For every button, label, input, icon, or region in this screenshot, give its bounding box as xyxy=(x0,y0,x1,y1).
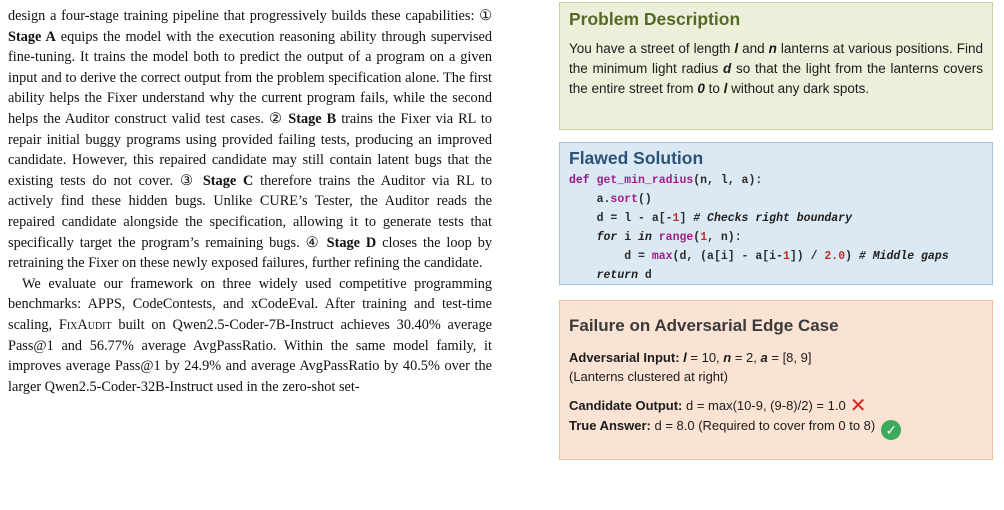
stage-c-marker: ③ xyxy=(179,172,197,189)
flawed-solution-box xyxy=(559,142,993,285)
code-comment: # Checks right boundary xyxy=(693,212,852,225)
text-span: and xyxy=(738,41,769,56)
text-span: design a four-stage training pipeline that progressively builds these capabilities: xyxy=(8,8,480,24)
code-line xyxy=(569,228,983,247)
figure-panel xyxy=(559,2,993,460)
code-text: () xyxy=(638,193,652,206)
var-a: a xyxy=(760,350,768,365)
stage-b-marker: ② xyxy=(269,110,284,127)
text-span: built on Qwen2.5-Coder-7B-Instruct achieves 30.40% average Pass@1 and 56.77% average AvgPassRatio. Within the same model family, it improves average Pass@1 by 24.9% and average AvgPassRatio by 40.5% over the larger Qwen2.5-Coder-32B-Instruct used in the zero-shot set- xyxy=(8,316,492,395)
stage-a-label: Stage A xyxy=(8,28,56,45)
adversarial-note: (Lanterns clustered at right) xyxy=(569,369,728,384)
text-span: equips the model with the execution reasoning ability through supervised fine-tuning. It trains the model both to predict the output of a program on a given input and to derive the correct output from the problem specification alone. The first ability helps the Fixer understand why the current program fails, while the second helps the Auditor construct valid test cases. xyxy=(8,28,493,127)
code-keyword: for xyxy=(596,231,618,244)
code-line xyxy=(569,209,983,228)
code-function: sort xyxy=(610,193,639,206)
var-n: n xyxy=(768,41,777,56)
code-number: 2.0 xyxy=(824,250,846,263)
stage-d-marker: ④ xyxy=(305,234,321,251)
paragraph-pipeline xyxy=(8,6,492,274)
text-span: lanterns at various positions. Find the minimum light radius xyxy=(569,41,983,76)
code-text: d xyxy=(638,269,652,282)
var-l: l xyxy=(734,41,739,56)
text-span: We evaluate our framework on three widely used competitive programming benchmarks: APPS, CodeContests, and xCodeEval. After training and test-time scaling, xyxy=(8,275,492,333)
framework-name: FixAudit xyxy=(58,316,112,333)
failure-title: Failure on Adversarial Edge Case xyxy=(569,316,839,335)
code-line xyxy=(569,190,983,209)
cross-icon: ✕ xyxy=(849,395,867,417)
code-number: 1 xyxy=(700,231,708,244)
text-span: You have a street of length xyxy=(569,41,735,56)
paper-text-column xyxy=(8,6,492,397)
problem-statement xyxy=(569,39,983,99)
code-text: i xyxy=(617,231,639,244)
true-answer-value: d = 8.0 (Required to cover from 0 to 8) xyxy=(650,418,876,433)
code-line xyxy=(569,266,983,285)
code-text: d = l - a[- xyxy=(569,212,673,225)
code-text: (d, (a[i] - a[i- xyxy=(672,250,783,263)
code-text: a. xyxy=(569,193,611,206)
code-line xyxy=(569,171,983,190)
text-span: = [8, 9] xyxy=(767,350,812,365)
text-span: without any dark spots. xyxy=(727,81,870,96)
code-text: ( xyxy=(693,231,701,244)
code-function: get_min_radius xyxy=(596,174,694,187)
stage-a-marker: ① xyxy=(479,8,492,24)
problem-description-box xyxy=(559,2,993,130)
code-text: ] xyxy=(679,212,694,225)
stage-d-label: Stage D xyxy=(326,234,377,251)
code-block xyxy=(569,171,983,285)
adversarial-input xyxy=(569,348,983,367)
var-d: d xyxy=(723,61,732,76)
candidate-output-label: Candidate Output: xyxy=(569,398,683,413)
code-function: range xyxy=(658,231,694,244)
code-line xyxy=(569,247,983,266)
candidate-output xyxy=(569,396,983,416)
true-answer xyxy=(569,416,983,440)
code-text: ]) / xyxy=(789,250,825,263)
check-icon: ✓ xyxy=(881,420,901,440)
text-span: trains the Fixer via RL to repair initial buggy programs using provided failing tests, producing an improved candidate. However, this repaired candidate may still contain latent bugs that the existing tests do not cover. xyxy=(8,110,492,189)
code-keyword: def xyxy=(569,174,590,187)
var-zero: 0 xyxy=(697,81,705,96)
code-keyword: return xyxy=(596,269,639,282)
var-l: l xyxy=(723,81,728,96)
true-answer-label: True Answer: xyxy=(569,418,651,433)
candidate-output-value: d = max(10-9, (9-8)/2) = 1.0 xyxy=(682,398,846,413)
var-l: l xyxy=(683,350,687,365)
code-text: d = xyxy=(569,250,652,263)
code-comment: # Middle gaps xyxy=(858,250,949,263)
stage-c-label: Stage C xyxy=(202,172,254,189)
code-text xyxy=(652,231,659,244)
failure-case-box xyxy=(559,300,993,460)
code-number: 1 xyxy=(672,212,680,225)
var-n: n xyxy=(723,350,732,365)
code-function: max xyxy=(651,250,673,263)
text-span: closes the loop by retraining the Fixer on these newly exposed failures, further refining the candidate. xyxy=(8,234,492,272)
text-span: = 10, xyxy=(686,350,724,365)
paragraph-evaluation xyxy=(8,274,492,398)
code-text: ) xyxy=(845,250,859,263)
code-keyword: in xyxy=(638,231,652,244)
stage-b-label: Stage B xyxy=(288,110,337,127)
code-number: 1 xyxy=(782,250,790,263)
code-text: , n): xyxy=(707,231,742,244)
text-span: = 2, xyxy=(731,350,761,365)
code-text: (n, l, a): xyxy=(693,174,763,187)
text-span: so that the light from the lanterns covers the entire street from xyxy=(569,61,983,96)
failure-details xyxy=(569,348,983,440)
flawed-title: Flawed Solution xyxy=(569,148,704,168)
adversarial-input-label: Adversarial Input: xyxy=(569,350,680,365)
text-span: therefore trains the Auditor via RL to actively find these hidden bugs. Unlike CURE’s Tester, the Auditor reads the repaired candidate alongside the specification, allowing it to generate tests that specifically target the program’s remaining bugs. xyxy=(8,172,492,251)
text-span: to xyxy=(704,81,724,96)
problem-title: Problem Description xyxy=(569,9,741,29)
